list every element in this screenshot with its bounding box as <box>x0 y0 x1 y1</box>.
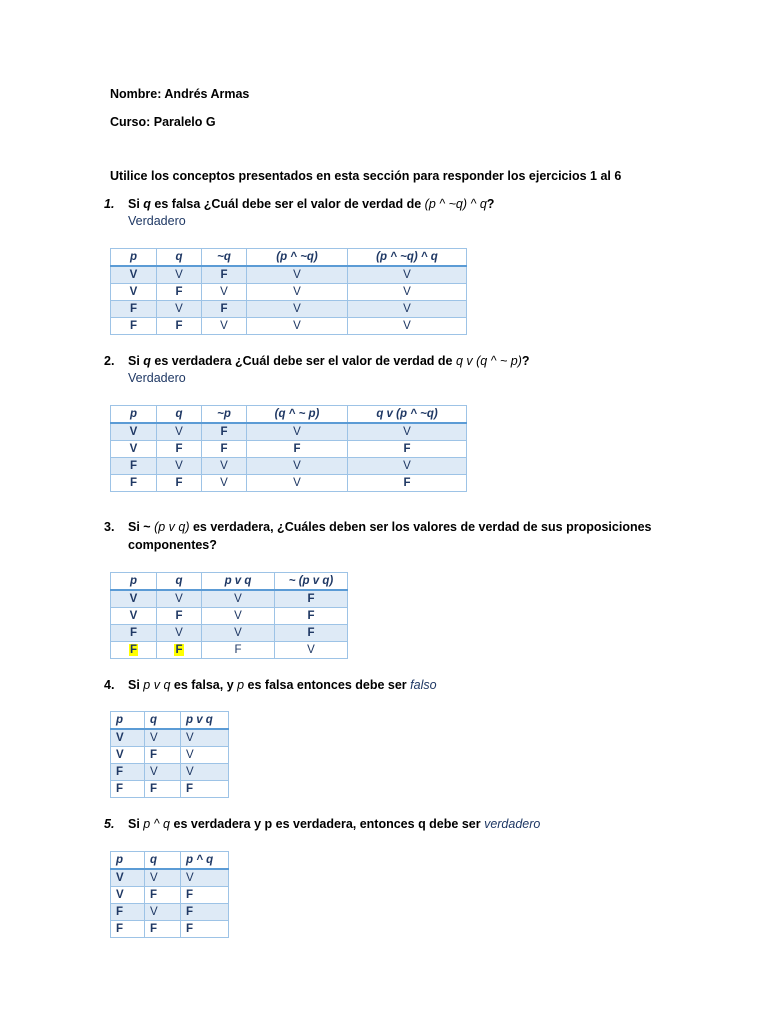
table-cell: V <box>111 423 157 441</box>
table-cell: V <box>111 887 145 904</box>
table-cell: V <box>202 458 247 475</box>
table-cell: V <box>145 729 181 747</box>
table-header-cell: q v (p ^ ~q) <box>348 406 467 424</box>
table-cell: V <box>145 764 181 781</box>
table-row <box>111 318 467 335</box>
table-header-cell: p ^ q <box>181 852 229 870</box>
table-header-row <box>111 406 467 424</box>
table-cell: F <box>202 301 247 318</box>
q5-expression: p ^ q <box>143 817 171 831</box>
truth-table-1 <box>110 248 467 335</box>
table-cell: F <box>202 266 247 284</box>
q2-text-part: Si <box>128 354 144 368</box>
table-row <box>111 423 467 441</box>
table-row <box>111 441 467 458</box>
table-cell: V <box>247 301 348 318</box>
table-row <box>111 590 348 608</box>
table-cell: V <box>181 729 229 747</box>
q1-text-part: Si <box>128 197 144 211</box>
table-cell: F <box>181 887 229 904</box>
table-header-cell: ~q <box>202 249 247 267</box>
truth-table-3 <box>110 572 348 659</box>
table-cell: V <box>247 458 348 475</box>
q4-text-part: es falsa entonces debe ser <box>244 678 411 692</box>
q2-text-part: es verdadera ¿Cuál debe ser el valor de verdad de <box>150 354 456 368</box>
table-cell: V <box>111 869 145 887</box>
table-cell: V <box>202 475 247 492</box>
table-row <box>111 266 467 284</box>
q1-expression: (p ^ ~q) ^ q <box>424 197 487 211</box>
table-row <box>111 869 229 887</box>
table-cell: V <box>111 747 145 764</box>
table-cell: F <box>157 318 202 335</box>
table-cell: F <box>181 921 229 938</box>
q3-text-part: Si ~ <box>128 520 155 534</box>
table-header-cell: p <box>111 573 157 591</box>
table-cell: F <box>202 642 275 659</box>
table-cell: V <box>202 608 275 625</box>
table-cell: V <box>157 590 202 608</box>
table-header-cell: q <box>157 406 202 424</box>
table-cell: F <box>348 475 467 492</box>
table-cell: V <box>145 869 181 887</box>
course-label: Curso: Paralelo G <box>110 115 216 129</box>
table-cell: V <box>348 318 467 335</box>
table-row <box>111 608 348 625</box>
table-cell-highlighted <box>111 642 157 659</box>
table-header-cell: p v q <box>181 712 229 730</box>
question-4-answer: falso <box>410 678 437 692</box>
table-cell: V <box>202 318 247 335</box>
table-header-cell: (p ^ ~q) ^ q <box>348 249 467 267</box>
table-cell: F <box>145 921 181 938</box>
table-cell: V <box>275 642 348 659</box>
table-row <box>111 642 348 659</box>
table-cell: V <box>247 423 348 441</box>
table-row <box>111 921 229 938</box>
table-header-row <box>111 712 229 730</box>
table-cell: V <box>181 747 229 764</box>
table-cell: F <box>181 781 229 798</box>
table-cell: V <box>348 284 467 301</box>
table-cell: V <box>111 266 157 284</box>
table-cell: F <box>181 904 229 921</box>
table-cell: V <box>145 904 181 921</box>
table-header-cell: q <box>145 852 181 870</box>
highlighted-value: F <box>129 644 138 656</box>
table-cell: V <box>157 423 202 441</box>
table-header-cell: p <box>111 406 157 424</box>
question-3-number: 3. <box>104 520 115 534</box>
table-header-cell: q <box>145 712 181 730</box>
q4-text-part: Si <box>128 678 144 692</box>
table-cell: F <box>111 625 157 642</box>
table-cell: V <box>181 869 229 887</box>
table-cell: F <box>202 441 247 458</box>
table-cell: F <box>111 458 157 475</box>
q2-var: q <box>143 354 151 368</box>
table-cell: F <box>275 625 348 642</box>
q4-text-part: es falsa, y <box>170 678 238 692</box>
table-cell: V <box>202 625 275 642</box>
table-cell: F <box>157 441 202 458</box>
table-cell: V <box>181 764 229 781</box>
table-header-cell: p <box>111 249 157 267</box>
instructions: Utilice los conceptos presentados en esta sección para responder los ejercicios 1 al 6 <box>110 169 622 183</box>
table-cell: V <box>247 475 348 492</box>
table-header-cell: q <box>157 573 202 591</box>
table-cell: F <box>145 747 181 764</box>
question-4-number: 4. <box>104 678 115 692</box>
question-5-answer: verdadero <box>484 817 541 831</box>
table-cell: V <box>157 458 202 475</box>
table-cell: V <box>111 729 145 747</box>
table-header-cell: (p ^ ~q) <box>247 249 348 267</box>
table-cell: V <box>348 458 467 475</box>
q4-var: p <box>237 678 245 692</box>
table-cell: F <box>111 921 145 938</box>
table-cell: F <box>202 423 247 441</box>
table-row <box>111 887 229 904</box>
table-cell: F <box>275 608 348 625</box>
table-cell: F <box>111 764 145 781</box>
table-header-cell: (q ^ ~ p) <box>247 406 348 424</box>
table-row <box>111 284 467 301</box>
table-cell: F <box>145 781 181 798</box>
question-5-text <box>128 817 540 831</box>
table-row <box>111 781 229 798</box>
table-header-cell: ~p <box>202 406 247 424</box>
table-header-cell: p <box>111 852 145 870</box>
table-row <box>111 904 229 921</box>
table-header-row <box>111 852 229 870</box>
question-5-number: 5. <box>104 817 115 831</box>
highlighted-value: F <box>175 644 183 656</box>
table-cell: F <box>348 441 467 458</box>
truth-table-2 <box>110 405 467 492</box>
q3-text-part: es verdadera, ¿Cuáles deben ser los valores de verdad de sus proposiciones <box>189 520 652 534</box>
table-header-row <box>111 249 467 267</box>
q5-text-part: Si <box>128 817 144 831</box>
table-cell: V <box>157 625 202 642</box>
q3-expression: (p v q) <box>154 520 190 534</box>
question-3-text <box>128 520 652 534</box>
question-3-text-line2: componentes? <box>128 538 217 552</box>
table-cell: V <box>111 590 157 608</box>
student-name: Nombre: Andrés Armas <box>110 87 250 101</box>
table-cell: V <box>111 441 157 458</box>
table-cell: F <box>111 318 157 335</box>
table-row <box>111 475 467 492</box>
table-cell: F <box>157 608 202 625</box>
q2-expression: q v (q ^ ~ p) <box>455 354 522 368</box>
table-cell: V <box>247 318 348 335</box>
table-header-cell: ~ (p v q) <box>275 573 348 591</box>
table-row <box>111 747 229 764</box>
table-cell: V <box>348 423 467 441</box>
table-cell: V <box>247 284 348 301</box>
table-cell: F <box>145 887 181 904</box>
q1-text-part: es falsa ¿Cuál debe ser el valor de verdad de <box>150 197 425 211</box>
truth-table-4 <box>110 711 229 798</box>
question-1-number: 1. <box>104 197 115 211</box>
q2-text-part: ? <box>521 354 530 368</box>
table-header-row <box>111 573 348 591</box>
q4-expression: p v q <box>143 678 171 692</box>
table-header-cell: q <box>157 249 202 267</box>
table-header-cell: p <box>111 712 145 730</box>
table-cell: V <box>111 284 157 301</box>
table-cell: V <box>111 608 157 625</box>
table-cell: V <box>202 590 275 608</box>
table-cell: F <box>111 781 145 798</box>
table-cell: F <box>275 590 348 608</box>
question-2-number: 2. <box>104 354 115 368</box>
table-row <box>111 764 229 781</box>
table-header-cell: p v q <box>202 573 275 591</box>
table-cell: F <box>157 475 202 492</box>
table-cell: F <box>111 475 157 492</box>
table-cell: V <box>157 301 202 318</box>
q5-text-part: es verdadera y p es verdadera, entonces q debe ser <box>170 817 485 831</box>
table-cell: V <box>348 301 467 318</box>
table-row <box>111 729 229 747</box>
table-cell: V <box>157 266 202 284</box>
question-2-answer: Verdadero <box>128 371 186 385</box>
question-4-text <box>128 678 437 692</box>
q1-var: q <box>143 197 151 211</box>
table-cell: F <box>157 284 202 301</box>
table-row <box>111 458 467 475</box>
table-cell: F <box>111 301 157 318</box>
table-cell: F <box>111 904 145 921</box>
question-1-answer: Verdadero <box>128 214 186 228</box>
question-1-text <box>128 197 494 211</box>
table-cell: V <box>202 284 247 301</box>
table-cell: F <box>247 441 348 458</box>
question-2-text <box>128 354 530 368</box>
table-row <box>111 625 348 642</box>
table-cell: V <box>247 266 348 284</box>
truth-table-5 <box>110 851 229 938</box>
q1-text-part: ? <box>486 197 495 211</box>
table-cell: V <box>348 266 467 284</box>
table-row <box>111 301 467 318</box>
table-cell-highlighted <box>157 642 202 659</box>
